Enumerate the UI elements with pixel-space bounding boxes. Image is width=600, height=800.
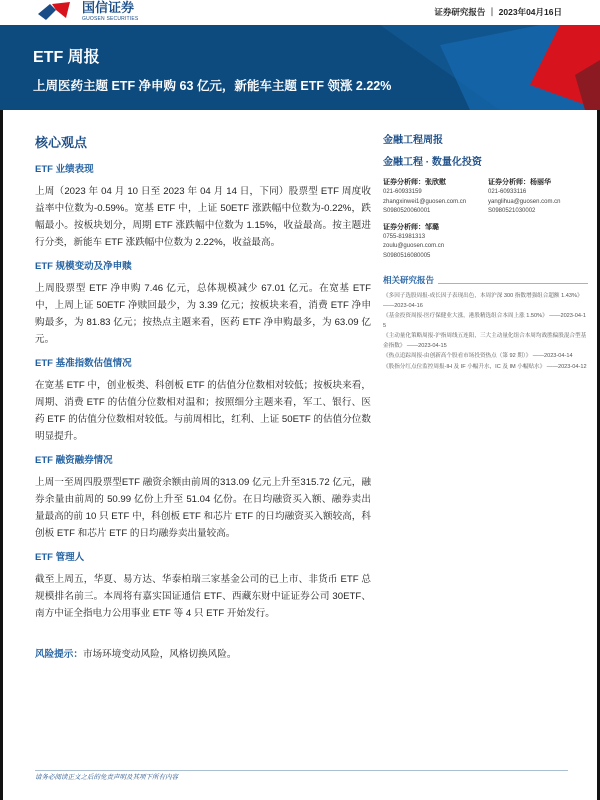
analyst-phone: 021-60933159 [383, 189, 422, 195]
related-reports-title: 相关研究报告 [383, 275, 435, 285]
report-meta [434, 6, 562, 18]
page-edge-left [0, 0, 3, 800]
risk-label: 风险提示： [35, 649, 83, 660]
report-title: ETF 周报 [33, 49, 100, 66]
analyst-email[interactable]: zoulu@guosen.com.cn [383, 243, 445, 249]
related-report[interactable]: 《热点追踪周报-由创新高个股看市场投资热点（第 92 期）》 ——2023-04-14 [383, 353, 573, 359]
related-report[interactable]: 《股指分红点位监控周报-IH 及 IF 小幅升水，IC 及 IM 小幅贴水》 ——2023-04-12 [383, 363, 587, 370]
analyst-email[interactable]: yanglihua@guosen.com.cn [488, 198, 561, 205]
risk-warning [35, 648, 371, 662]
footer-disclaimer: 请务必阅读正文之后的免责声明及其项下所有内容 [35, 774, 178, 781]
logo-mark-icon [36, 2, 76, 22]
section-performance [35, 163, 371, 251]
heading-rule [438, 283, 588, 284]
logo-text: 国信证券 [82, 0, 135, 15]
section-body: 截至上周五，华夏、易方达、华泰柏瑞三家基金公司的已上市、非货币 ETF 总规模排名前三。本周将有嘉实国证通信 ETF、西藏东财中证证券公司 30ETF、南方中证全指电力公用事业 ETF 等 4 只 ETF 开始发行。 [35, 574, 371, 619]
report-type: 证券研究报告 [434, 7, 486, 17]
section-title: ETF 基准指数估值情况 [35, 358, 132, 369]
section-body: 在宽基 ETF 中，创业板类、科创板 ETF 的估值分位数相对较低；按板块来看，周期、消费 ETF 的估值分位数相对温和；按照细分主题来看，军工、银行、医药 ETF 的估值分位数相对较低。与前周相比，红利、上证 50ETF 的估值分位数明显提升。 [35, 380, 371, 442]
section-valuation [35, 357, 371, 445]
report-subcategory: 金融工程 · 数量化投资 [383, 157, 482, 168]
analyst-phone: 021-60933116 [488, 189, 527, 195]
analyst-card [488, 178, 588, 217]
section-title: ETF 业绩表现 [35, 164, 94, 175]
page-header [0, 0, 600, 25]
analyst-phone: 0755-81981313 [383, 233, 426, 240]
section-managers [35, 551, 371, 622]
logo-subtext: GUOSEN SECURITIES [82, 16, 139, 22]
section-body: 上周一至周四股票型ETF 融资余额由前周的313.09 亿元上升至315.72 亿元，融券余量由前周的 50.99 亿份上升至 51.04 亿份。在日均融资买入额、融券卖出量最高的前 10 只 ETF 中，科创板 ETF 和芯片 ETF 的日均融资买入额较高，科创板 ETF 和芯片 ETF 的日均融券卖出量较高。 [35, 477, 371, 539]
footer-divider [35, 770, 568, 771]
report-category: 金融工程周报 [383, 135, 443, 146]
analyst-email[interactable]: zhangxinwei1@guosen.com.cn [383, 198, 467, 205]
analyst-cert: S0980516080005 [383, 252, 431, 259]
section-body: 上周（2023 年 04 月 10 日至 2023 年 04 月 14 日，下同）股票型 ETF 周度收益率中位数为-0.59%。宽基 ETF 中，上证 50ETF 涨跌幅中位数为-0.22%，跌幅最小。按板块划分，周期 ETF 涨跌幅中位数为 1.15%，收益最高。按主题进行分类，新能车 ETF 涨跌幅中位数为 2.22%，收益最高。 [35, 186, 371, 248]
report-subtitle: 上周医药主题 ETF 净申购 63 亿元，新能车主题 ETF 领涨 2.22% [33, 79, 392, 93]
section-margin [35, 454, 371, 542]
related-report[interactable]: 《多因子选股周报-成长因子表现出色，本周沪深 300 指数增强组合超额 1.43%》 ——2023-04-16 [383, 293, 583, 309]
analyst-list [383, 178, 588, 261]
analyst-name: 证券分析师：邹璐 [383, 223, 439, 231]
analyst-card [383, 178, 483, 217]
risk-text: 市场环境变动风险，风格切换风险。 [82, 649, 237, 660]
analyst-card [383, 223, 483, 262]
related-reports-list [383, 292, 588, 372]
analyst-cert: S0980521030002 [488, 208, 536, 214]
analyst-cert: S0980520060001 [383, 208, 431, 214]
report-date: 2023年04月16日 [498, 7, 562, 17]
guosen-logo [36, 0, 186, 25]
section-title: ETF 融资融券情况 [35, 455, 113, 466]
sidebar [383, 134, 588, 373]
related-reports-heading [383, 275, 588, 286]
core-views [35, 134, 371, 662]
section-scale-flows [35, 260, 371, 348]
section-title: ETF 规模变动及净申赎 [35, 261, 132, 272]
related-report[interactable]: 《主动量化策略周报-沪指周线五连阳，三大主动量化组合本周均战胜偏股混合型基金指数》 ——2023-04-15 [383, 333, 587, 349]
analyst-name: 证券分析师：张欣慰 [383, 179, 446, 186]
section-title: ETF 管理人 [35, 552, 85, 563]
related-report[interactable]: 《基金投资周报-医疗保健业大涨，港股精选组合本周上涨 1.50%》 ——2023-04-15 [383, 313, 586, 329]
meta-separator: ｜ [487, 7, 499, 17]
core-views-heading: 核心观点 [35, 135, 88, 150]
section-body: 上周股票型 ETF 净申购 7.46 亿元，总体规模减少 67.01 亿元。在宽基 ETF 中，上周上证 50ETF 净赎回最少，为 3.39 亿元；按板块来看，消费 ETF 净申购最多，为 81.83 亿元；按热点主题来看，医药 ETF 净申购最多，为 63.09 亿元。 [35, 283, 371, 345]
analyst-name: 证券分析师：杨丽华 [488, 179, 551, 186]
